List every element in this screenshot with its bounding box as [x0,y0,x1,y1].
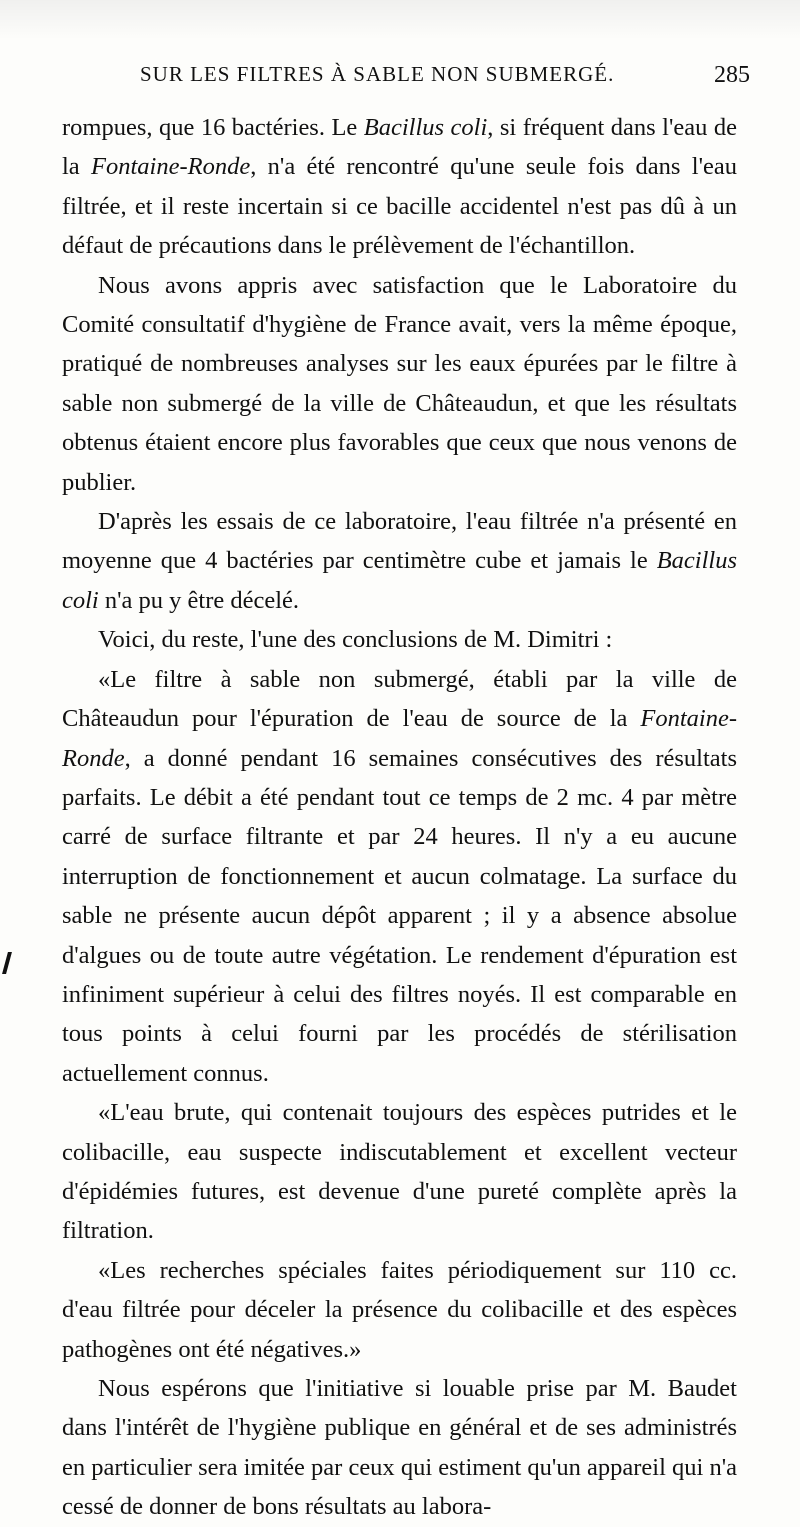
text-run: D'après les essais de ce laboratoire, l'eau filtrée n'a présenté en moyenne que 4 bactéries par centimètre cube et jamais le [62,508,737,575]
text-run: rompues, que 16 bactéries. Le [62,114,364,141]
paragraph [62,620,737,659]
text-run: Voici, du reste, l'une des conclusions de M. Dimitri : [98,626,613,654]
italic-text: Bacillus coli [62,547,737,614]
paragraph [62,502,737,620]
paragraph [62,266,737,502]
paragraph [62,108,737,266]
text-run: n'a pu y être décelé. [98,586,300,614]
text-run: , si fréquent dans l'eau de la [62,114,737,181]
paragraph [62,1093,737,1251]
paragraph [62,660,737,1093]
body-text [62,108,737,1527]
italic-text: Fontaine-Ronde [62,705,737,772]
margin-mark [2,952,12,974]
running-title: SUR LES FILTRES À SABLE NON SUBMERGÉ. [140,62,615,86]
italic-text: Fontaine-Ronde [91,153,251,181]
paragraph [62,1251,737,1369]
text-run: Nous espérons que l'initiative si louable prise par M. Baudet dans l'intérêt de l'hygiène publique en général et de ses administrés en particulier sera imitée par ceux qui estiment qu'un appareil qui n'a cessé de donner de bons résultats au labora- [62,1375,737,1521]
text-run: «Les recherches spéciales faites périodiquement sur 110 cc. d'eau filtrée pour déceler la présence du colibacille et des espèces pathogènes ont été négatives.» [62,1256,737,1363]
text-run: «L'eau brute, qui contenait toujours des espèces putrides et le colibacille, eau suspecte indiscutablement et excellent vecteur d'épidémies futures, est devenue d'une pureté complète après la filtration. [62,1099,737,1245]
text-run: , a donné pendant 16 semaines consécutives des résultats parfaits. Le débit a été pendant tout ce temps de 2 mc. 4 par mètre carré de surface filtrante et par 24 heures. Il n'y a eu aucune interruption de fonctionnement et aucun colmatage. La surface du sable ne présente aucun dépôt apparent ; il y a absence absolue d'algues ou de toute autre végétation. Le rendement d'épuration est infiniment supérieur à celui des filtres noyés. Il est comparable en tous points à celui fourni par les procédés de stérilisation actuellement connus. [62,744,737,1087]
paragraph [62,1369,737,1527]
italic-text: Bacillus coli [363,114,488,141]
text-run: «Le filtre à sable non submergé, établi par la ville de Châteaudun pour l'épuration de l'eau de source de la [62,665,737,733]
text-run: , n'a été rencontré qu'une seule fois dans l'eau filtrée, et il reste incertain si ce bacille accidentel n'est pas dû à un défaut de précautions dans le prélèvement de l'échantillon. [62,153,737,260]
page-number: 285 [714,62,750,88]
text-run: Nous avons appris avec satisfaction que le Laboratoire du Comité consultatif d'hygiène de France avait, vers la même époque, pratiqué de nombreuses analyses sur les eaux épurées par le filtre à sable non submergé de la ville de Châteaudun, et que les résultats obtenus étaient encore plus favorables que ceux que nous venons de publier. [62,271,737,496]
page-edge-shading [0,0,800,40]
page-header [140,56,750,96]
